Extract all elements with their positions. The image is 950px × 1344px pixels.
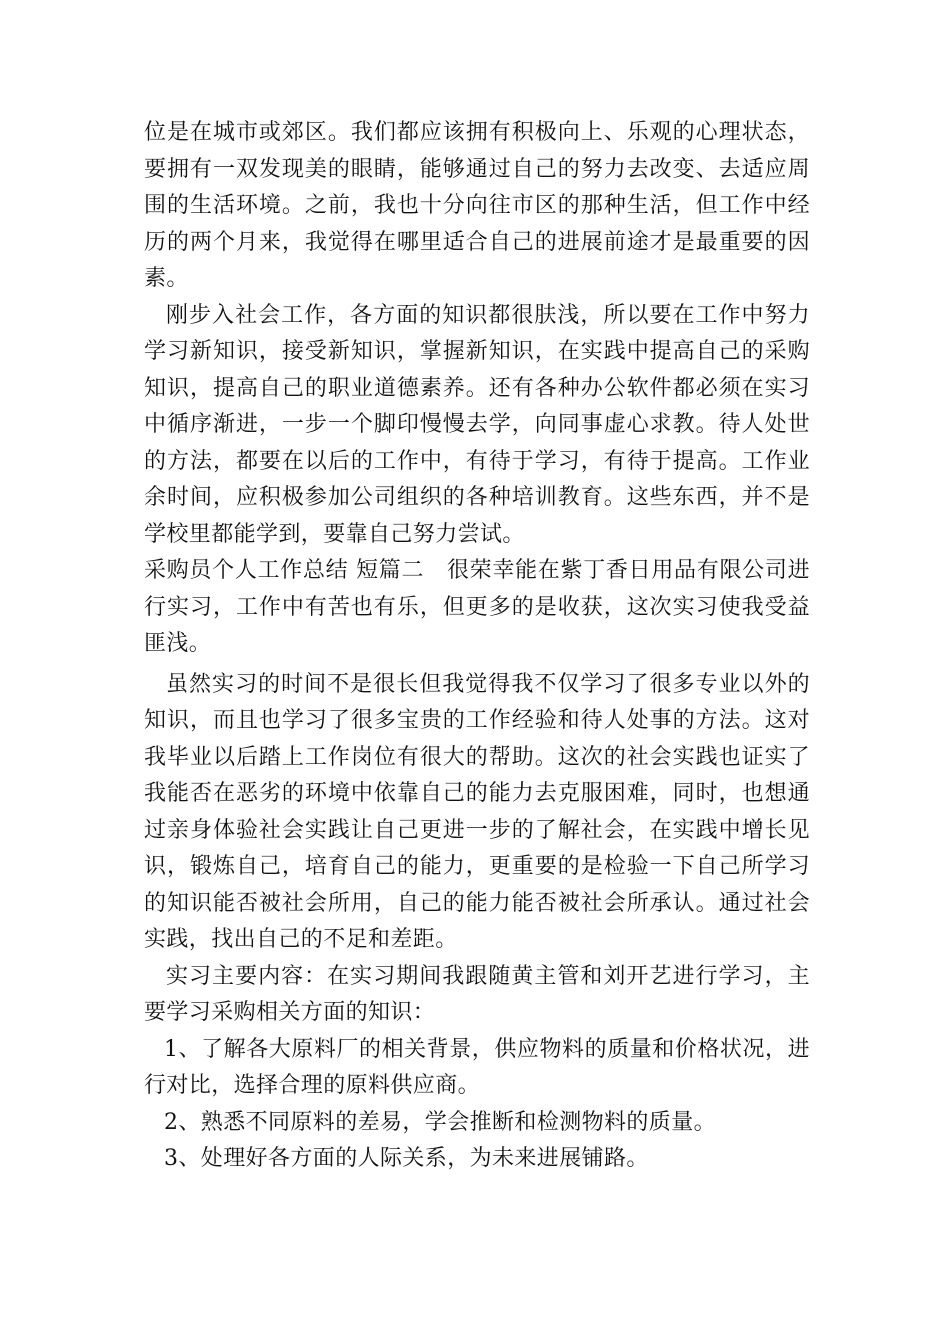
list-item-3: 3、处理好各方面的人际关系，为未来进展铺路。 [164,1146,649,1171]
list-item-1: 1、了解各大原料厂的相关背景，供应物料的质量和价格状况，进行对比，选择合理的原料供应商。 [144,1036,810,1098]
list-item-2: 2、熟悉不同原料的差易，学会推断和检测物料的质量。 [164,1109,716,1135]
paragraph-section-two-intro: 采购员个人工作总结 短篇二 很荣幸能在紫丁香日用品有限公司进行实习，工作中有苦也有乐，但更多的是收获，这次实习使我受益匪浅。 [144,558,810,656]
paragraph-internship-reflection: 虽然实习的时间不是很长但我觉得我不仅学习了很多专业以外的知识，而且也学习了很多宝贵的工作经验和待人处事的方法。这对我毕业以后踏上工作岗位有很大的帮助。这次的社会实践也证实了我能否在恶劣的环境中依靠自己的能力去克服困难，同时，也想通过亲身体验社会实践让自己更进一步的了解社会，在实践中增长见识，锻炼自己，培育自己的能力，更重要的是检验一下自己所学习的知识能否被社会所用，自己的能力能否被社会所承认。通过社会实践，找出自己的不足和差距。 [144,671,810,952]
paragraph-continuation: 位是在城市或郊区。我们都应该拥有积极向上、乐观的心理状态，要拥有一双发现美的眼睛，能够通过自己的努力去改变、去适应周围的生活环境。之前，我也十分向往市区的那种生活，但工作中经历的两个月来，我觉得在哪里适合自己的进展前途才是最重要的因素。 [144,120,810,291]
document-page [144,115,810,1178]
paragraph-new-job-learning: 刚步入社会工作，各方面的知识都很肤浅，所以要在工作中努力学习新知识，接受新知识，掌握新知识，在实践中提高自己的采购知识，提高自己的职业道德素养。还有各种办公软件都必须在实习中循序渐进，一步一个脚印慢慢去学，向同事虚心求教。待人处世的方法，都要在以后的工作中，有待于学习，有待于提高。工作业余时间，应积极参加公司组织的各种培训教育。这些东西，并不是学校里都能学到，要靠自己努力尝试。 [144,302,810,547]
paragraph-internship-content: 实习主要内容：在实习期间我跟随黄主管和刘开艺进行学习，主要学习采购相关方面的知识： [144,963,810,1025]
